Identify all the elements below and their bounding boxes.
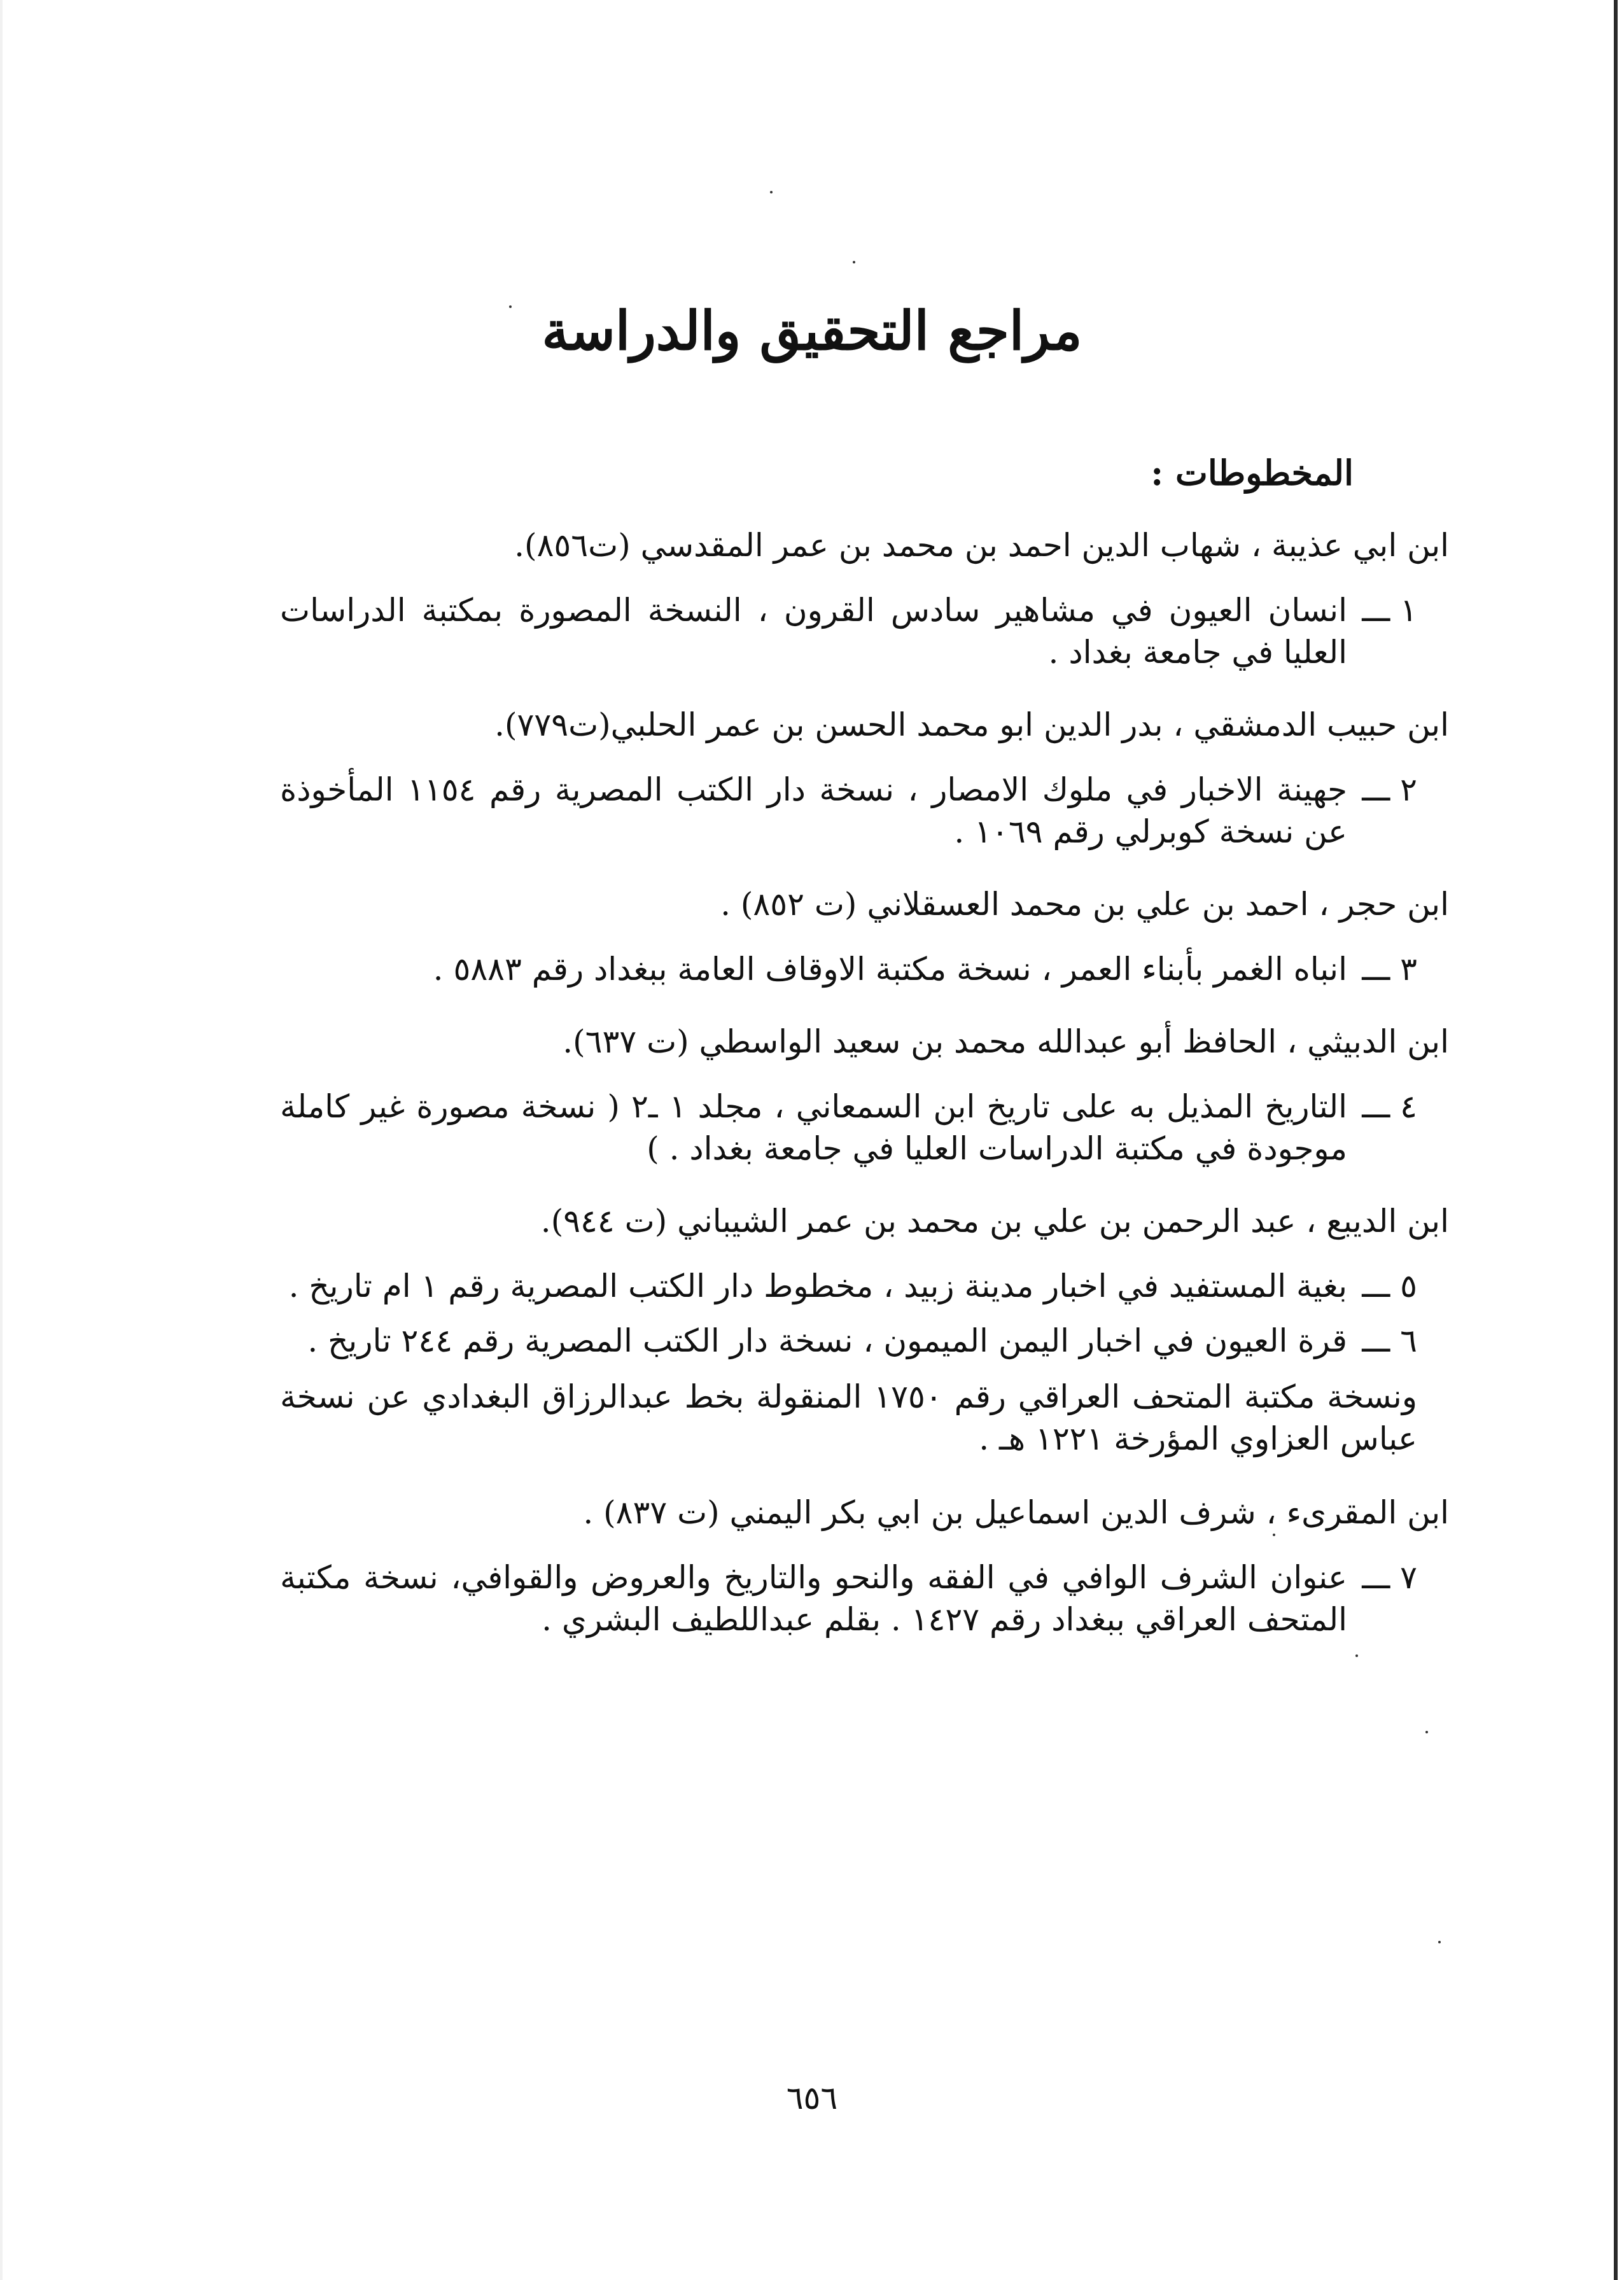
entry-number: ١ ـــ bbox=[1362, 592, 1417, 629]
reference-group bbox=[280, 877, 1449, 990]
entry-number: ٤ ـــ bbox=[1362, 1088, 1417, 1125]
reference-entry bbox=[280, 1320, 1449, 1362]
reference-group bbox=[280, 1014, 1449, 1170]
reference-group bbox=[280, 1485, 1449, 1640]
scan-speck bbox=[1273, 1534, 1275, 1536]
entry-text: بغية المستفيد في اخبار مدينة زبيد ، مخطوط دار الكتب المصرية رقم ١ ام تاريخ . bbox=[288, 1268, 1347, 1304]
scan-speck bbox=[1438, 1941, 1441, 1943]
author-line: ابن المقرىء ، شرف الدين اسماعيل بن ابي بكر اليمني (ت ٨٣٧) . bbox=[583, 1494, 1449, 1531]
entry-text: قرة العيون في اخبار اليمن الميمون ، نسخة دار الكتب المصرية رقم ٢٤٤ تاريخ . bbox=[307, 1322, 1347, 1359]
reference-entry bbox=[280, 769, 1449, 853]
entry-number: ٣ ـــ bbox=[1362, 951, 1417, 988]
scan-speck bbox=[1355, 1654, 1358, 1657]
author-line: ابن ابي عذيبة ، شهاب الدين احمد بن محمد بن عمر المقدسي (ت٨٥٦). bbox=[514, 527, 1449, 564]
entry-text: انباه الغمر بأبناء العمر ، نسخة مكتبة الاوقاف العامة ببغداد رقم ٥٨٨٣ . bbox=[433, 951, 1347, 988]
scan-speck bbox=[509, 305, 512, 308]
scan-speck bbox=[1425, 1731, 1428, 1733]
scan-speck bbox=[853, 261, 855, 263]
reference-group bbox=[280, 518, 1449, 673]
entry-number: ٦ ـــ bbox=[1362, 1322, 1417, 1359]
section-heading: المخطوطات : bbox=[1151, 452, 1354, 493]
reference-entry bbox=[280, 1556, 1449, 1640]
entry-text: التاريخ المذيل به على تاريخ ابن السمعاني ، مجلد ١ ـ٢ ( نسخة مصورة غير كاملة موجودة في مكتبة الدراسات العليا في جامعة بغداد . ) bbox=[280, 1088, 1347, 1167]
entry-number: ٢ ـــ bbox=[1362, 771, 1417, 808]
author-line: ابن الدبيثي ، الحافظ أبو عبدالله محمد بن سعيد الواسطي (ت ٦٣٧). bbox=[563, 1023, 1449, 1060]
reference-entry bbox=[280, 948, 1449, 990]
page-title: مراجع التحقيق والدراسة bbox=[542, 299, 1082, 362]
scan-speck bbox=[770, 191, 773, 193]
reference-group bbox=[280, 1194, 1449, 1460]
reference-entry bbox=[280, 1086, 1449, 1170]
entry-number: ٧ ـــ bbox=[1362, 1559, 1417, 1596]
page-number: ٦٥٦ bbox=[786, 2080, 838, 2116]
reference-entry bbox=[280, 1265, 1449, 1307]
author-line: ابن حبيب الدمشقي ، بدر الدين ابو محمد الحسن بن عمر الحلبي(ت٧٧٩). bbox=[494, 706, 1449, 743]
entry-note: ونسخة مكتبة المتحف العراقي رقم ١٧٥٠ المنقولة بخط عبدالرزاق البغدادي عن نسخة عباس العزاوي المؤرخة ١٢٢١ هـ . bbox=[280, 1378, 1417, 1457]
references-list bbox=[280, 445, 1449, 1665]
entry-number: ٥ ـــ bbox=[1362, 1268, 1417, 1304]
entry-text: انسان العيون في مشاهير سادس القرون ، النسخة المصورة بمكتبة الدراسات العليا في جامعة بغداد . bbox=[280, 592, 1347, 671]
reference-entry bbox=[280, 589, 1449, 673]
entry-text: عنوان الشرف الوافي في الفقه والنحو والتاريخ والعروض والقوافي، نسخة مكتبة المتحف العراقي ببغداد رقم ١٤٢٧ . بقلم عبداللطيف البشري . bbox=[280, 1559, 1347, 1638]
reference-group bbox=[280, 697, 1449, 853]
author-line: ابن الديبع ، عبد الرحمن بن علي بن محمد بن عمر الشيباني (ت ٩٤٤). bbox=[540, 1203, 1449, 1240]
entry-text: جهينة الاخبار في ملوك الامصار ، نسخة دار الكتب المصرية رقم ١١٥٤ المأخوذة عن نسخة كوبرلي رقم ١٠٦٩ . bbox=[280, 771, 1347, 850]
author-line: ابن حجر ، احمد بن علي بن محمد العسقلاني (ت ٨٥٢) . bbox=[720, 886, 1449, 923]
